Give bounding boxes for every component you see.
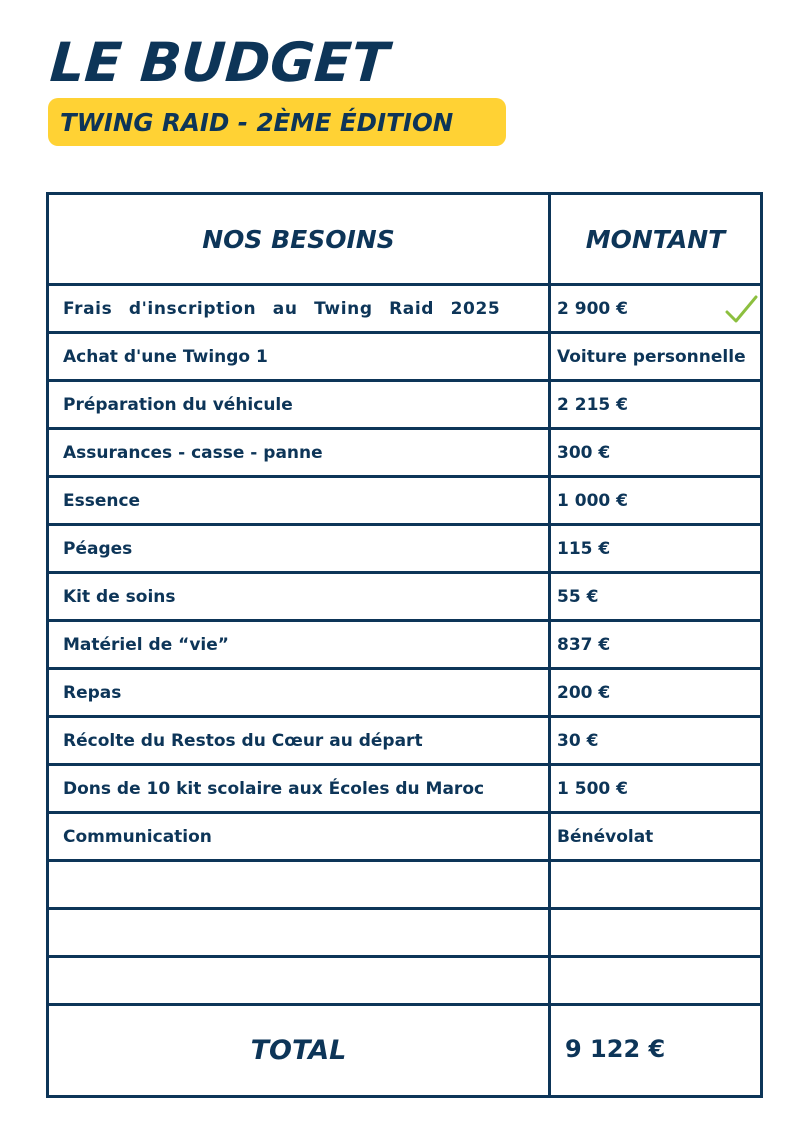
row-amount: 1 000 € [550,477,762,525]
table-row [48,717,762,765]
row-amount [550,909,762,957]
table-row [48,813,762,861]
row-amount: 30 € [550,717,762,765]
row-label: Achat d'une Twingo 1 [48,333,550,381]
table-row [48,765,762,813]
row-label: Assurances - casse - panne [48,429,550,477]
row-amount: 200 € [550,669,762,717]
table-row [48,333,762,381]
row-amount [550,957,762,1005]
empty-table-row [48,909,762,957]
row-amount: 837 € [550,621,762,669]
row-label: Dons de 10 kit scolaire aux Écoles du Maroc [48,765,550,813]
total-label: TOTAL [48,1005,550,1097]
row-amount: 2 215 € [550,381,762,429]
table-row [48,477,762,525]
row-label: Repas [48,669,550,717]
row-label [48,861,550,909]
table-header-row [48,194,762,285]
header-amount: MONTANT [550,194,762,285]
budget-table [46,192,763,1098]
row-label: Kit de soins [48,573,550,621]
subtitle-text: TWING RAID - 2ÈME ÉDITION [60,107,454,137]
total-row [48,1005,762,1097]
row-label: Matériel de “vie” [48,621,550,669]
row-amount: Voiture personnelle [550,333,762,381]
row-amount: 300 € [550,429,762,477]
row-amount: Bénévolat [550,813,762,861]
table-row [48,621,762,669]
row-label: Péages [48,525,550,573]
row-label: Récolte du Restos du Cœur au départ [48,717,550,765]
row-amount [550,861,762,909]
checkmark-icon [724,294,758,326]
row-amount: 2 900 € [557,298,628,319]
table-row [48,285,762,333]
row-label: Communication [48,813,550,861]
table-row [48,381,762,429]
table-row [48,669,762,717]
table-row [48,429,762,477]
header-needs: NOS BESOINS [48,194,550,285]
row-amount-cell [550,285,762,333]
table-row [48,573,762,621]
row-label [48,909,550,957]
table-row [48,525,762,573]
row-label: Frais d'inscription au Twing Raid 2025 [48,285,550,333]
row-amount: 55 € [550,573,762,621]
row-label: Essence [48,477,550,525]
row-amount: 1 500 € [550,765,762,813]
row-amount: 115 € [550,525,762,573]
row-label: Préparation du véhicule [48,381,550,429]
total-value: 9 122 € [550,1005,762,1097]
page-title: LE BUDGET [48,31,391,94]
empty-table-row [48,861,762,909]
empty-table-row [48,957,762,1005]
subtitle-badge [48,98,506,146]
row-label [48,957,550,1005]
